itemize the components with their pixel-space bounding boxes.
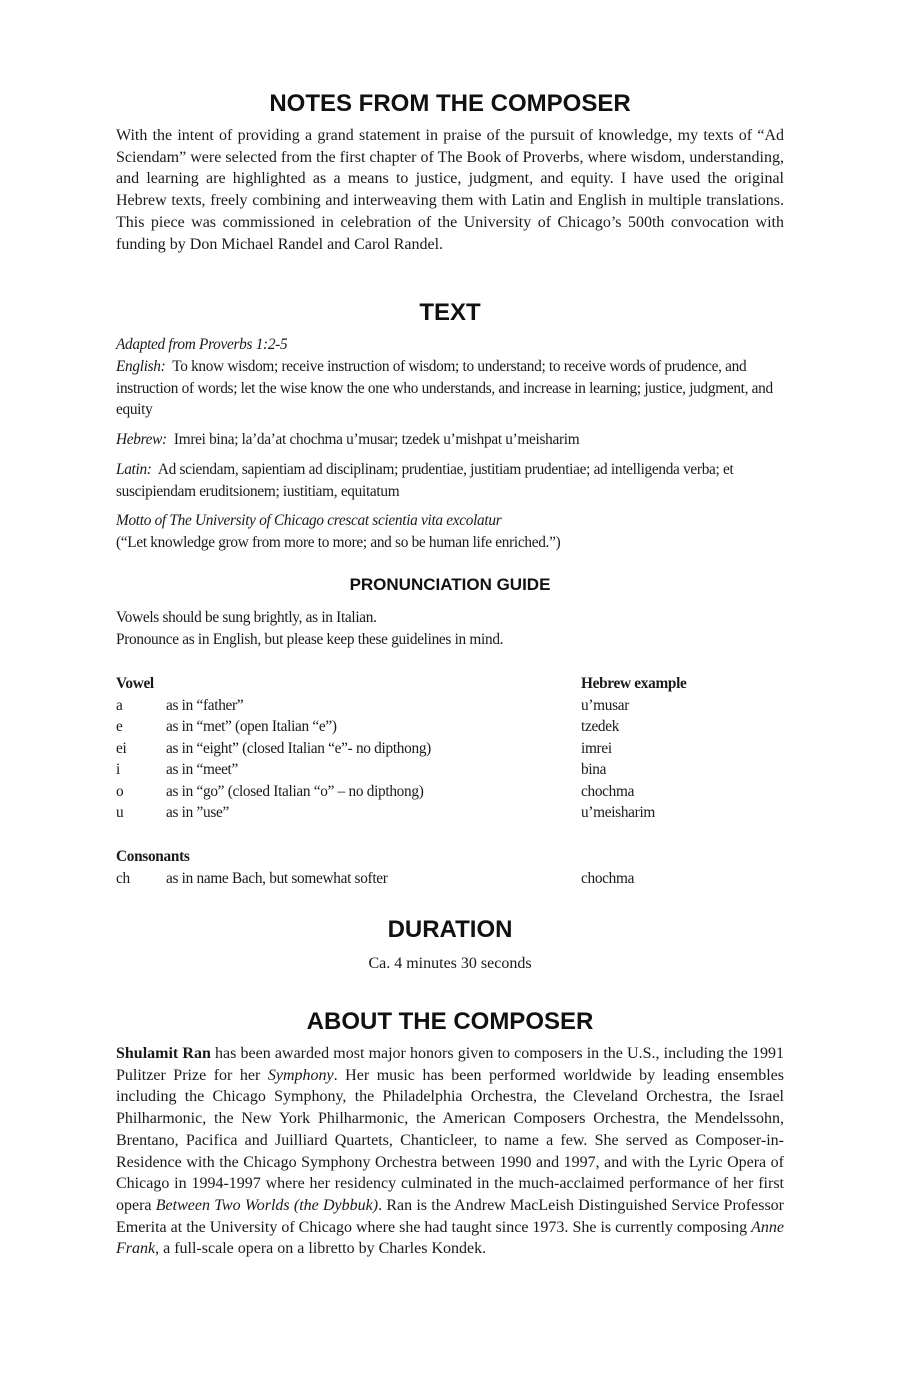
work-symphony: Symphony — [267, 1066, 334, 1084]
about-part-2: . Her music has been performed worldwide by leading ensembles including the Chicago Symphony, the Philadelphia Orchestra, the Cleveland Orchestra, the Israel Philharmonic, the New York Philharmonic, the American Composers Orchestra, the Mendelssohn, Brentano, Pacifica and Juilliard Quartets, Chanticleer, to name a few. She served as Composer-in-Residence with the Chicago Symphony Orchestra between 1990 and 1997, and with the Lyric Opera of Chicago in 1994-1997 where her residency culminated in the much-acclaimed performance of her first opera — [116, 1066, 784, 1214]
hebrew-text — [116, 429, 784, 451]
vowel-row-hebrew-example: bina — [581, 761, 607, 778]
vowel-row-symbol: ei — [116, 739, 127, 757]
consonant-row-symbol: ch — [116, 869, 130, 887]
vowel-row-hebrew-example: tzedek — [581, 718, 620, 735]
about-part-3: . Ran is the Andrew MacLeish Distinguished Service Professor Emerita at the University of Chicago where she had taught since 1973. She is currently composing — [116, 1196, 784, 1236]
about-part-1: has been awarded most major honors given to composers in the U.S., including the 1991 Pulitzer Prize for her — [116, 1045, 785, 1084]
motto-translation: (“Let knowledge grow from more to more; and so be human life enriched.”) — [116, 534, 561, 551]
consonant-row — [116, 868, 784, 890]
vowel-row-symbol: a — [116, 696, 123, 714]
vowel-row-hebrew-example: u’musar — [581, 696, 630, 714]
composer-name: Shulamit Ran — [116, 1045, 211, 1062]
vowel-row — [116, 802, 784, 824]
about-part-4: , a full-scale opera on a libretto by Charles Kondek. — [155, 1240, 487, 1258]
motto-line — [116, 510, 784, 532]
latin-translation: Ad sciendam, sapientiam ad disciplinam; prudentiae, justitiam prudentiae; ad intelligenda verba; et suscipiendam eruditsionem; iustitiam, equitatum — [116, 461, 734, 500]
vowel-row — [116, 759, 784, 781]
consonant-table-header — [116, 846, 784, 868]
vowel-row-symbol: i — [116, 761, 120, 778]
hebrew-transliteration: Imrei bina; la’da’at chochma u’musar; tzedek u’mishpat u’meisharim — [173, 431, 580, 448]
vowel-row-symbol: o — [116, 782, 124, 800]
vowel-row-description: as in “father” — [166, 696, 244, 714]
work-anne-frank: Anne Frank — [116, 1218, 784, 1258]
vowel-row-description: as in “go” (closed Italian “o” – no dipthong) — [166, 782, 424, 800]
consonant-row-hebrew-example: chochma — [581, 869, 635, 887]
about-body — [116, 1043, 784, 1260]
vowel-row-symbol: u — [116, 804, 124, 821]
consonant-table — [116, 846, 784, 889]
vowel-row — [116, 738, 784, 760]
consonant-row-description: as in name Bach, but somewhat softer — [166, 869, 388, 887]
adapted-line — [116, 334, 784, 356]
notes-body: With the intent of providing a grand statement in praise of the pursuit of knowledge, my texts of “Ad Sciendam” were selected from the first chapter of The Book of Proverbs, where wisdom, understanding, and learning are highlighted as a means to justice, judgment, and equity. I have used the original Hebrew texts, freely combining and interweaving them with Latin and English in multiple translations. This piece was commissioned in celebration of the University of Chicago’s 500th convocation with funding by Don Michael Randel and Carol Randel. — [116, 127, 784, 253]
vowel-row-description: as in “met” (open Italian “e”) — [166, 718, 337, 735]
vowel-table — [116, 673, 784, 824]
consonants-header: Consonants — [116, 848, 190, 865]
vowel-header: Vowel — [116, 675, 154, 692]
duration-value: Ca. 4 minutes 30 seconds — [368, 955, 532, 972]
work-opera: Between Two Worlds (the Dybbuk) — [155, 1196, 379, 1214]
vowel-row-description: as in “meet” — [166, 761, 238, 778]
hebrew-example-header: Hebrew example — [581, 675, 687, 692]
pronunciation-heading: PRONUNCIATION GUIDE — [349, 575, 551, 594]
motto: Motto of The University of Chicago crescat scientia vita excolatur — [116, 512, 502, 529]
pronunciation-intro-1: Vowels should be sung brightly, as in Italian. — [116, 609, 377, 626]
vowel-row — [116, 716, 784, 738]
vowel-row-hebrew-example: u’meisharim — [581, 804, 656, 821]
vowel-row — [116, 781, 784, 803]
notes-heading: NOTES FROM THE COMPOSER — [269, 90, 631, 117]
latin-text — [116, 459, 784, 502]
english-label: English: — [116, 358, 166, 375]
vowel-table-header — [116, 673, 784, 695]
vowel-row — [116, 695, 784, 717]
vowel-row-hebrew-example: imrei — [581, 739, 612, 757]
english-text — [116, 356, 784, 421]
vowel-row-hebrew-example: chochma — [581, 782, 635, 800]
vowel-row-description: as in “eight” (closed Italian “e”- no dipthong) — [166, 739, 431, 757]
vowel-row-symbol: e — [116, 718, 123, 735]
vowel-row-description: as in ”use” — [166, 804, 229, 821]
duration-heading: DURATION — [387, 916, 513, 943]
about-heading: ABOUT THE COMPOSER — [306, 1008, 594, 1035]
english-translation: To know wisdom; receive instruction of wisdom; to understand; to receive words of prudence, and instruction of words; let the wise know the one who understands, and increase in learning; justice, judgment, and equity — [116, 358, 773, 418]
hebrew-label: Hebrew: — [116, 431, 167, 448]
latin-label: Latin: — [116, 461, 152, 478]
adapted-source: Adapted from Proverbs 1:2-5 — [116, 336, 288, 353]
pronunciation-intro-2: Pronounce as in English, but please keep these guidelines in mind. — [116, 631, 504, 648]
text-heading: TEXT — [419, 299, 481, 326]
